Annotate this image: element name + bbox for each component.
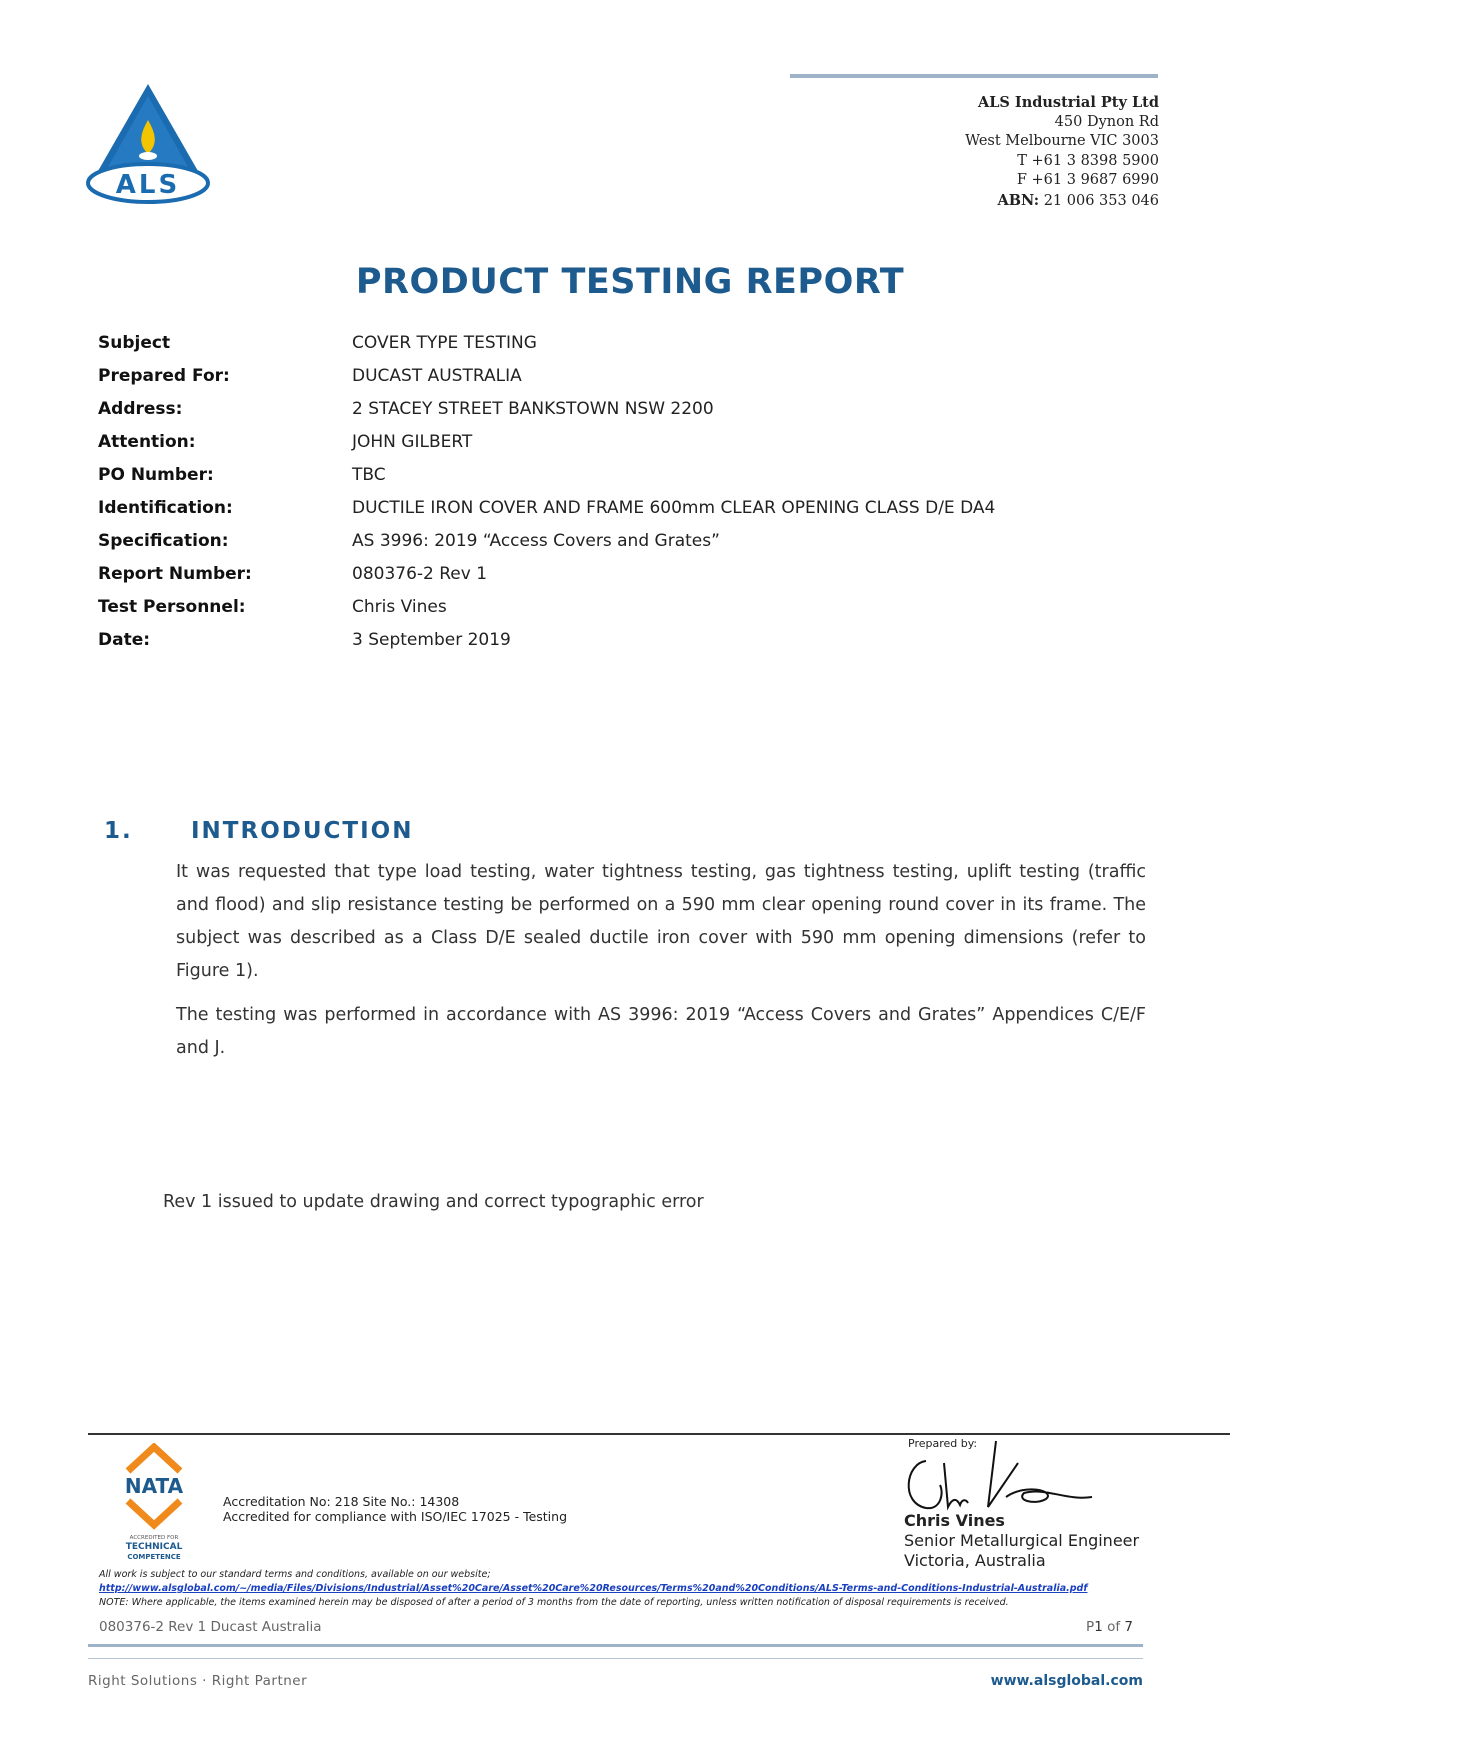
report-info-table: [98, 326, 995, 656]
section-number: 1.: [104, 818, 133, 844]
info-value: AS 3996: 2019 “Access Covers and Grates”: [352, 530, 720, 551]
page-prefix: P: [1086, 1619, 1095, 1635]
info-label: Date:: [98, 629, 151, 650]
terms-intro: All work is subject to our standard terms and conditions, available on our website;: [99, 1569, 491, 1580]
company-street: 450 Dynon Rd: [1054, 113, 1159, 130]
info-value: DUCAST AUSTRALIA: [352, 365, 522, 386]
website-link[interactable]: www.alsglobal.com: [990, 1673, 1143, 1689]
info-label: Specification:: [98, 530, 229, 551]
company-abn: [965, 191, 1159, 212]
als-logo: [86, 82, 210, 204]
signer-title: Senior Metallurgical Engineer: [904, 1531, 1140, 1550]
footer-rule-thick: [88, 1644, 1143, 1647]
info-label: Report Number:: [98, 563, 252, 584]
header-rule: [790, 74, 1158, 78]
abn-label: ABN:: [997, 191, 1040, 209]
footer-rule-thin: [88, 1658, 1143, 1659]
info-row: [98, 590, 995, 623]
nata-logo: [114, 1443, 194, 1563]
accreditation-block: [223, 1494, 567, 1524]
logo-text: ALS: [115, 170, 181, 200]
info-row: [98, 359, 995, 392]
info-value: Chris Vines: [352, 596, 447, 617]
document-reference: 080376-2 Rev 1 Ducast Australia: [99, 1619, 322, 1635]
abn-value: 21 006 353 046: [1043, 192, 1159, 209]
info-row: [98, 491, 995, 524]
info-label: Address:: [98, 398, 183, 419]
page-current: 1: [1094, 1619, 1103, 1635]
company-name: ALS Industrial Pty Ltd: [977, 94, 1159, 111]
signature-image: [896, 1433, 1106, 1523]
intro-paragraph-2: The testing was performed in accordance with AS 3996: 2019 “Access Covers and Grates” Appendices C/E/F and J.: [176, 1005, 1146, 1058]
info-value: JOHN GILBERT: [352, 431, 473, 452]
info-row: [98, 425, 995, 458]
info-label: Prepared For:: [98, 365, 230, 386]
info-label: Test Personnel:: [98, 596, 246, 617]
company-fax: F +61 3 9687 6990: [1016, 172, 1159, 188]
company-phone: T +61 3 8398 5900: [1017, 152, 1159, 169]
terms-block: [99, 1568, 1129, 1610]
company-address: [965, 93, 1159, 211]
disposal-note: NOTE: Where applicable, the items examined herein may be disposed of after a period of 3 months from the date of reporting, unless written notification of disposal requirements is received.: [99, 1597, 1009, 1608]
info-value: 3 September 2019: [352, 629, 511, 650]
info-label: Subject: [98, 332, 171, 353]
info-row: [98, 557, 995, 590]
company-city: West Melbourne VIC 3003: [965, 133, 1159, 149]
nata-text: NATA: [124, 1474, 184, 1498]
info-value: COVER TYPE TESTING: [352, 332, 537, 353]
info-value: TBC: [352, 464, 386, 485]
prepared-by-label: Prepared by:: [908, 1437, 978, 1450]
intro-paragraph-1: It was requested that type load testing, water tightness testing, gas tightness testing, uplift testing (traffic and flood) and slip resistance testing be performed on a 590 mm clear opening round cover in its frame. The subject was described as a Class D/E sealed ductile iron cover with 590 mm opening dimensions (refer to Figure 1).: [176, 862, 1146, 981]
info-value: DUCTILE IRON COVER AND FRAME 600mm CLEAR OPENING CLASS D/E DA4: [352, 497, 996, 518]
terms-link[interactable]: http://www.alsglobal.com/~/media/Files/Divisions/Industrial/Asset%20Care/Asset%20Care%20Resources/Terms%20and%20Conditions/ALS-Terms-and-Conditions-Industrial-Australia.pdf: [99, 1583, 1088, 1594]
info-row: [98, 458, 995, 491]
signer-block: [904, 1511, 1139, 1571]
info-label: PO Number:: [98, 464, 214, 485]
info-row: [98, 524, 995, 557]
info-row: [98, 623, 995, 656]
signer-location: Victoria, Australia: [904, 1551, 1046, 1570]
info-label: Identification:: [98, 497, 233, 518]
info-value: 2 STACEY STREET BANKSTOWN NSW 2200: [352, 398, 714, 419]
nata-sub-1: ACCREDITED FOR: [129, 1535, 179, 1541]
nata-sub-2: TECHNICAL: [125, 1542, 183, 1552]
info-value: 080376-2 Rev 1: [352, 563, 488, 584]
nata-sub-3: COMPETENCE: [127, 1553, 181, 1561]
signer-name: Chris Vines: [904, 1511, 1005, 1530]
info-row: [98, 326, 995, 359]
page-number: [1086, 1619, 1133, 1635]
accreditation-compliance: Accredited for compliance with ISO/IEC 17025 - Testing: [223, 1509, 568, 1524]
report-title: PRODUCT TESTING REPORT: [355, 262, 905, 302]
page-of: of: [1102, 1619, 1125, 1635]
info-label: Attention:: [98, 431, 196, 452]
page-total: 7: [1124, 1619, 1133, 1635]
info-row: [98, 392, 995, 425]
accreditation-number: Accreditation No: 218 Site No.: 14308: [223, 1494, 460, 1509]
section-heading: INTRODUCTION: [191, 818, 414, 844]
revision-note: Rev 1 issued to update drawing and correct typographic error: [163, 1192, 704, 1212]
tagline: Right Solutions · Right Partner: [88, 1673, 308, 1689]
